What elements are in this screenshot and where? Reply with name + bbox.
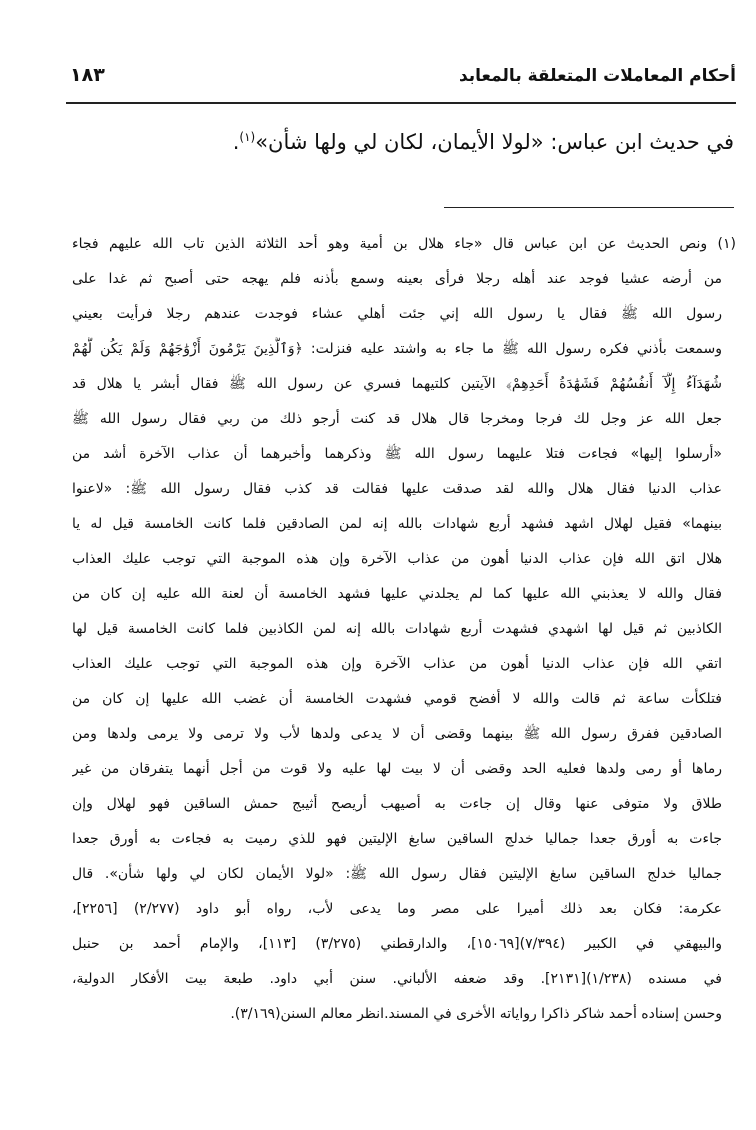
footnote-line: بينهما» فقيل لهلال اشهد فشهد أربع شهادات بالله إنه لمن الصادقين فلما كانت الخامسة قيل له يا [72,516,722,532]
footnote-line: وسمعت بأذني فكره رسول الله ﷺ ما جاء به واشتد عليه فنزلت: ﴿وَٱلَّذِينَ يَرْمُونَ أَزْوَٰجَهُمْ وَلَمْ يَكُن لَّهُمْ [72,341,722,357]
footnote-line: جاءت به أورق جعدا جماليا خدلج الساقين سابغ الإليتين فهو للذي رميت به فجاءت به أورق جعدا [72,831,722,847]
footnote-line: الكاذبين ثم قيل لها اشهدي فشهدت أربع شهادات بالله إنه لمن الكاذبين فلما كانت الخامسة قيل لها [72,621,722,637]
footnote-block [72,232,736,1037]
footnote-line: والبيهقي في الكبير (٧/٣٩٤)[١٥٠٦٩]، والدارقطني (٣/٢٧٥) [١١٣]، والإمام أحمد بن حنبل [72,936,723,952]
running-title: أحكام المعاملات المتعلقة بالمعابد [458,66,736,86]
footnote-line: شُهَدَآءُ إِلَّآ أَنفُسُهُمْ فَشَهَٰدَةُ أَحَدِهِمْ﴾ الآيتين كلتيهما فسري عن رسول الله ﷺ فقال أبشر يا هلال قد [72,376,722,392]
page-number: ١٨٣ [70,64,105,86]
footnote-line: اتقي الله فإن عذاب الدنيا أهون من عذاب الآخرة وإن هذه الموجبة التي توجب عليك العذاب [72,656,722,672]
footnote-line: الصادقين ففرق رسول الله ﷺ بينهما وقضى أن لا يدعى ولدها لأب ولا ترمى ولا يرمى ولدها ومن [72,726,722,742]
header-divider [66,102,736,104]
body-text [70,130,734,154]
footnote-line: من أرضه عشيا فوجد عند أهله رجلا فرأى بعينه وسمع بأذنه فلم يهجه حتى أصبح ثم غدا على [72,271,722,287]
footnote-line: رسول الله ﷺ فقال يا رسول الله إني جئت أهلي عشاء فوجدت عندهم رجلا فرأيت بعيني [72,306,722,322]
footnote-divider [444,207,734,208]
footnote-line: هلال اتق الله فإن عذاب الدنيا أهون من عذاب الآخرة وإن هذه الموجبة التي توجب عليك العذاب [72,551,722,567]
footnote-line: عذاب الدنيا فقال هلال والله لقد صدقت عليها فقالت قد كذب فقال رسول الله ﷺ: «لاعنوا [72,481,722,497]
footnote-line: رماها أو رمى ولدها فعليه الحد وقضى أن لا بيت لها عليه ولا قوت من أجل أنهما يتفرقان من غير [72,761,722,777]
footnote-line: جماليا خدلج الساقين سابغ الإليتين فقال رسول الله ﷺ: «لولا الأيمان لكان لي ولها شأن». قال [72,866,722,882]
footnote-line: فتلكأت ساعة ثم قالت والله لا أفضح قومي فشهدت الخامسة أن غضب الله عليها إن كان من [72,691,722,707]
footnote-line: فقال والله لا يعذبني الله عليها كما لم يجلدني عليها فشهد الخامسة أن لعنة الله عليه إن كان من [72,586,722,602]
body-period: . [232,130,240,154]
footnote-line: طلاق ولا متوفى عنها وقال إن جاءت به أصيهب أريصح أثيبج حمش الساقين فهو لهلال وإن [72,796,722,812]
footnote-line: (١) ونص الحديث عن ابن عباس قال «جاء هلال بن أمية وهو أحد الثلاثة الذين تاب الله عليهم فجاء [72,236,736,252]
footnote-line: وحسن إسناده أحمد شاكر ذاكرا رواياته الأخرى في المسند.انظر معالم السنن(٣/١٦٩). [230,1006,722,1022]
footnote-reference: (١) [239,130,256,144]
page-header [70,62,736,94]
body-sentence: في حديث ابن عباس: «لولا الأيمان، لكان لي ولها شأن» [255,130,734,154]
footnote-line: «أرسلوا إليها» فجاءت فتلا عليهما رسول الله ﷺ وذكرهما وأخبرهما أن عذاب الآخرة أشد من [72,446,722,462]
footnote-line: جعل الله عز وجل لك فرجا ومخرجا قال هلال قد كنت أرجو ذلك من ربي فقال رسول الله ﷺ [72,411,722,427]
footnote-line: عكرمة: فكان بعد ذلك أميرا على مصر وما يدعى لأب، رواه أبو داود (٢/٢٧٧) [٢٢٥٦]، [72,901,722,917]
footnote-line: في مسنده (١/٢٣٨)[٢١٣١]. وقد ضعفه الألباني. سنن أبي داود. طبعة بيت الأفكار الدولية، [72,971,723,987]
